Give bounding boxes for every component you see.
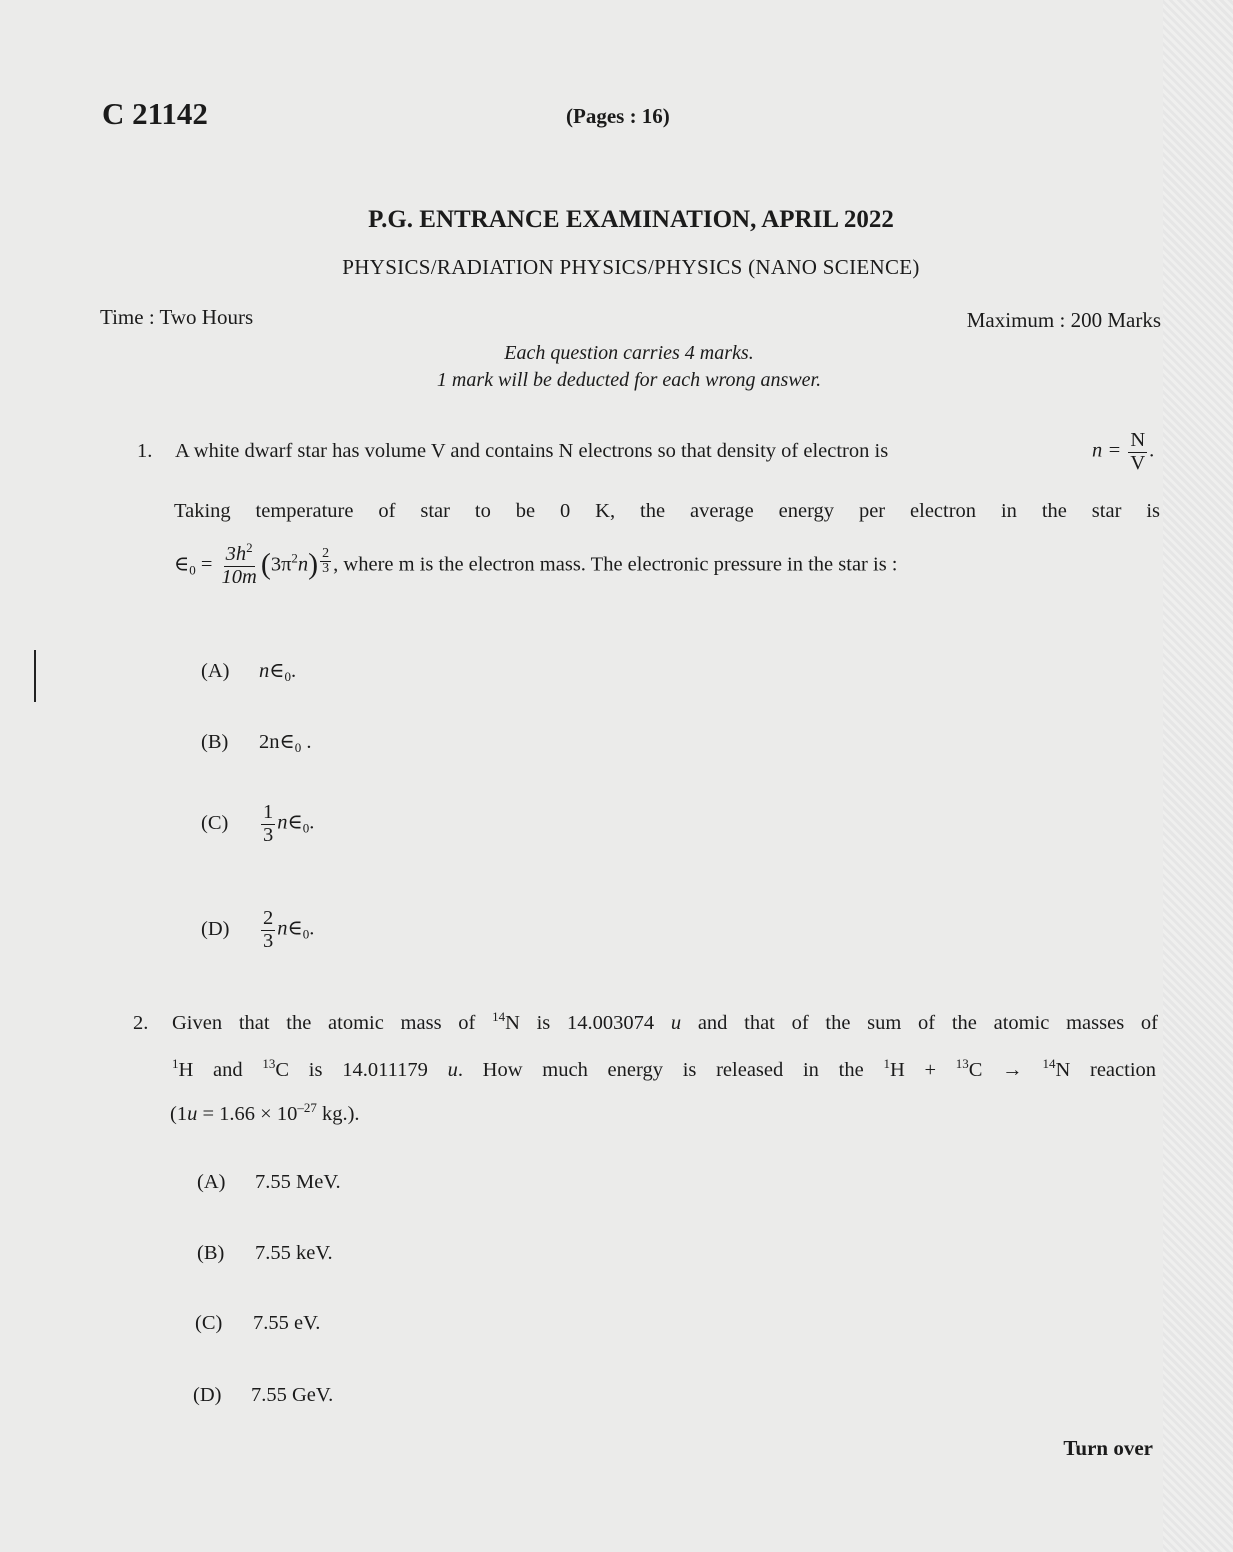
eq-exponent [320, 547, 331, 577]
q1-option-c-label: (C) [201, 811, 229, 834]
q1-option-c-end: . [309, 811, 315, 834]
q1-option-c-fraction [261, 802, 275, 846]
q1-option-b-end: . [301, 731, 312, 753]
q1-option-b-text: 2n∈ [259, 731, 295, 753]
q1-option-d[interactable] [201, 908, 314, 952]
eq-num: 3h [225, 543, 247, 565]
q1-option-c-sub: 0 [302, 820, 310, 836]
question-1-text-a: A white dwarf star has volume V and contains N electrons so that density of electron is [175, 440, 889, 462]
q1-option-c-num: 1 [263, 801, 274, 823]
instruction-marks: Each question carries 4 marks. [504, 342, 754, 364]
eq-num-sup: 2 [246, 540, 253, 555]
question-1-text-b: Taking temperature of star to be 0 K, the average energy per electron in the star is [174, 500, 1160, 522]
max-marks: Maximum : 200 Marks [966, 308, 1161, 332]
q2-option-a[interactable] [197, 1171, 341, 1194]
q1-option-d-label: (D) [201, 917, 230, 940]
q1-option-d-den: 3 [263, 929, 274, 952]
q1-option-a-sub: 0 [284, 669, 291, 684]
question-1-density [1092, 430, 1154, 474]
q1-option-c[interactable] [201, 802, 314, 846]
eq-paren-close: ) [308, 547, 319, 581]
density-num: N [1130, 429, 1146, 451]
q2-option-c-label: (C) [195, 1312, 223, 1334]
eq-equals: = [200, 553, 213, 576]
q2-option-d-label: (D) [193, 1384, 222, 1406]
q1-option-d-end: . [309, 917, 315, 940]
q1-option-a-text: n∈ [259, 660, 285, 682]
turn-over-note: Turn over [1063, 1436, 1153, 1460]
exam-time: Time : Two Hours [100, 305, 254, 329]
question-2-line-1: Given that the atomic mass of $^{14}$N is 14.003074 u and that of the sum of the atomic masses of [172, 1009, 1158, 1034]
density-den: V [1130, 451, 1146, 474]
q1-option-d-text: n∈ [277, 917, 303, 940]
question-2-number: 2. [133, 1012, 149, 1034]
eq-lhs: ∈ [174, 553, 190, 576]
q1-option-d-fraction [261, 908, 275, 952]
q1-option-d-num: 2 [263, 907, 274, 929]
question-1-text-c: , where m is the electron mass. The electronic pressure in the star is : [333, 553, 898, 576]
q1-option-d-sub: 0 [302, 926, 310, 942]
pen-mark [34, 650, 36, 702]
q1-option-b-sub: 0 [294, 740, 302, 755]
exam-code: C 21142 [102, 96, 208, 131]
eq-den: 10m [221, 565, 257, 588]
q1-option-b[interactable] [201, 729, 311, 754]
eq-lhs-sub: 0 [189, 562, 196, 578]
q1-option-c-text: n∈ [277, 811, 303, 834]
eq-inner-n: n [297, 553, 309, 576]
q2-option-a-text: 7.55 MeV. [255, 1171, 341, 1193]
eq-inner-sup: 2 [291, 550, 298, 566]
eq-inner: 3π [270, 553, 292, 576]
eq-paren-open: ( [260, 547, 271, 581]
question-2-line-3: ($1u = 1.66 \times 10^{-27}$ kg.). [170, 1100, 360, 1125]
question-2-line-2: $^1$H and $^{13}$C is 14.011179 u. How much energy is released in the $^1$H + $^{13}$C → $^{14}$N reaction [172, 1056, 1157, 1081]
q1-option-a-label: (A) [201, 660, 230, 682]
question-1-number: 1. [137, 440, 153, 462]
q2-option-b-label: (B) [197, 1242, 225, 1264]
page-count: (Pages : 16) [566, 104, 670, 128]
q1-option-c-den: 3 [263, 823, 274, 846]
q2-option-d-text: 7.55 GeV. [251, 1384, 334, 1406]
instruction-negative: 1 mark will be deducted for each wrong answer. [436, 369, 822, 391]
q2-option-a-label: (A) [197, 1171, 226, 1193]
q2-option-b-text: 7.55 keV. [255, 1242, 333, 1264]
q1-option-a-end: . [290, 660, 297, 682]
density-end: . [1149, 439, 1155, 462]
q2-option-b[interactable] [197, 1242, 333, 1265]
q1-option-b-label: (B) [201, 731, 229, 753]
exam-title: P.G. ENTRANCE EXAMINATION, APRIL 2022 [368, 206, 894, 233]
question-1-equation [174, 540, 898, 588]
q1-option-a[interactable] [201, 658, 296, 683]
density-fraction [1128, 430, 1147, 474]
eq-fraction [220, 540, 259, 588]
q2-option-c-text: 7.55 eV. [253, 1312, 321, 1334]
eq-exp-num: 2 [322, 545, 330, 561]
eq-exp-den: 3 [322, 561, 330, 577]
exam-subject: PHYSICS/RADIATION PHYSICS/PHYSICS (NANO SCIENCE) [342, 255, 920, 279]
q2-option-c[interactable] [195, 1312, 320, 1335]
q2-option-d[interactable] [193, 1384, 333, 1407]
density-lhs: n = [1092, 439, 1122, 462]
